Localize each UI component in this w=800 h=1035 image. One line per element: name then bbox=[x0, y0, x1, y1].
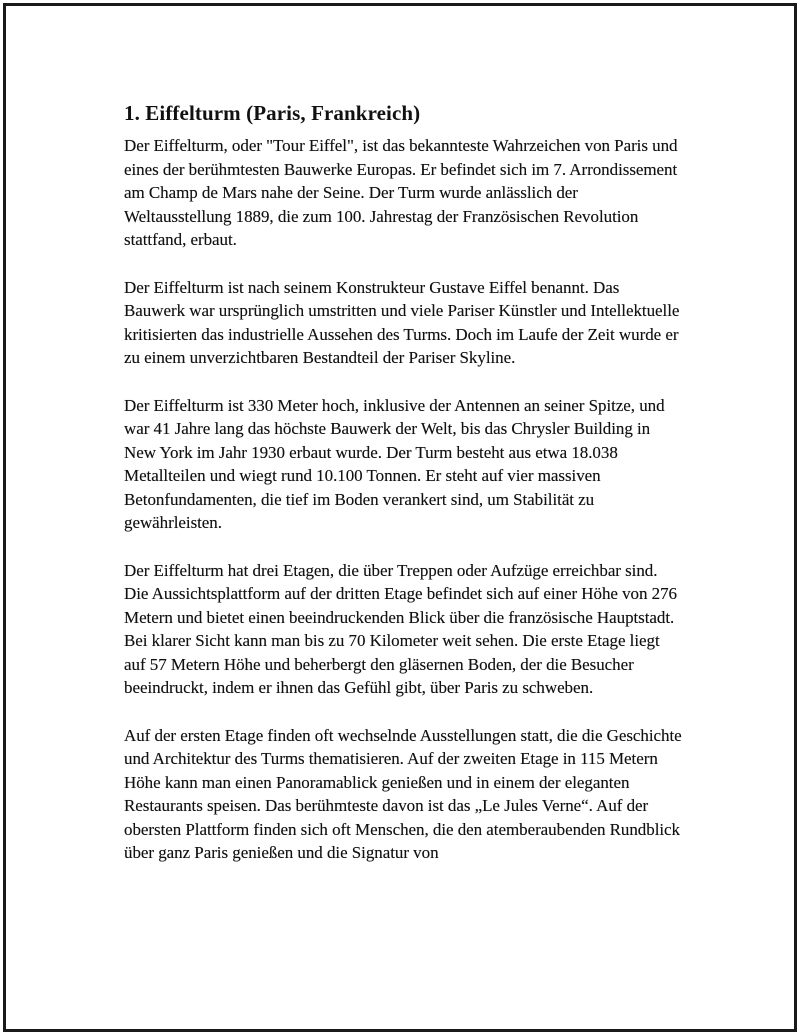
paragraph-3: Der Eiffelturm ist 330 Meter hoch, inklusive der Antennen an seiner Spitze, und war 41 Jahre lang das höchste Bauwerk der Welt, bis das Chrysler Building in New York im Jahr 1930 erbaut wurde. Der Turm besteht aus etwa 18.038 Metallteilen und wiegt rund 10.100 Tonnen. Er steht auf vier massiven Betonfundamenten, die tief im Boden verankert sind, um Stabilität zu gewährleisten. bbox=[124, 395, 665, 532]
paragraph-1: Der Eiffelturm, oder "Tour Eiffel", ist das bekannteste Wahrzeichen von Paris und eines der berühmtesten Bauwerke Europas. Er befindet sich im 7. Arrondissement am Champ de Mars nahe der Seine. Der Turm wurde anlässlich der Weltausstellung 1889, die zum 100. Jahrestag der Französischen Revolution stattfand, erbaut. bbox=[124, 136, 678, 249]
document-content bbox=[124, 101, 684, 889]
paragraph-4: Der Eiffelturm hat drei Etagen, die über Treppen oder Aufzüge erreichbar sind. Die Aussichtsplattform auf der dritten Etage befindet sich auf einer Höhe von 276 Metern und bietet einen beeindruckenden Blick über die französische Hauptstadt. Bei klarer Sicht kann man bis zu 70 Kilometer weit sehen. Die erste Etage liegt auf 57 Metern Höhe und beherbergt den gläsernen Boden, der die Besucher beeindruckt, indem er ihnen das Gefühl gibt, über Paris zu schweben. bbox=[124, 560, 678, 697]
page-frame bbox=[3, 3, 797, 1032]
page-title: 1. Eiffelturm (Paris, Frankreich) bbox=[124, 101, 421, 125]
paragraph-2: Der Eiffelturm ist nach seinem Konstrukteur Gustave Eiffel benannt. Das Bauwerk war ursprünglich umstritten und viele Pariser Künstler und Intellektuelle kritisierten das industrielle Aussehen des Turms. Doch im Laufe der Zeit wurde er zu einem unverzichtbaren Bestandteil der Pariser Skyline. bbox=[124, 277, 680, 367]
paragraph-5: Auf der ersten Etage finden oft wechselnde Ausstellungen statt, die die Geschichte und Architektur des Turms thematisieren. Auf der zweiten Etage in 115 Metern Höhe kann man einen Panoramablick genießen und in einem der eleganten Restaurants speisen. Das berühmteste davon ist das „Le Jules Verne“. Auf der obersten Plattform finden sich oft Menschen, die den atemberaubenden Rundblick über ganz Paris genießen und die Signatur von bbox=[124, 725, 682, 862]
